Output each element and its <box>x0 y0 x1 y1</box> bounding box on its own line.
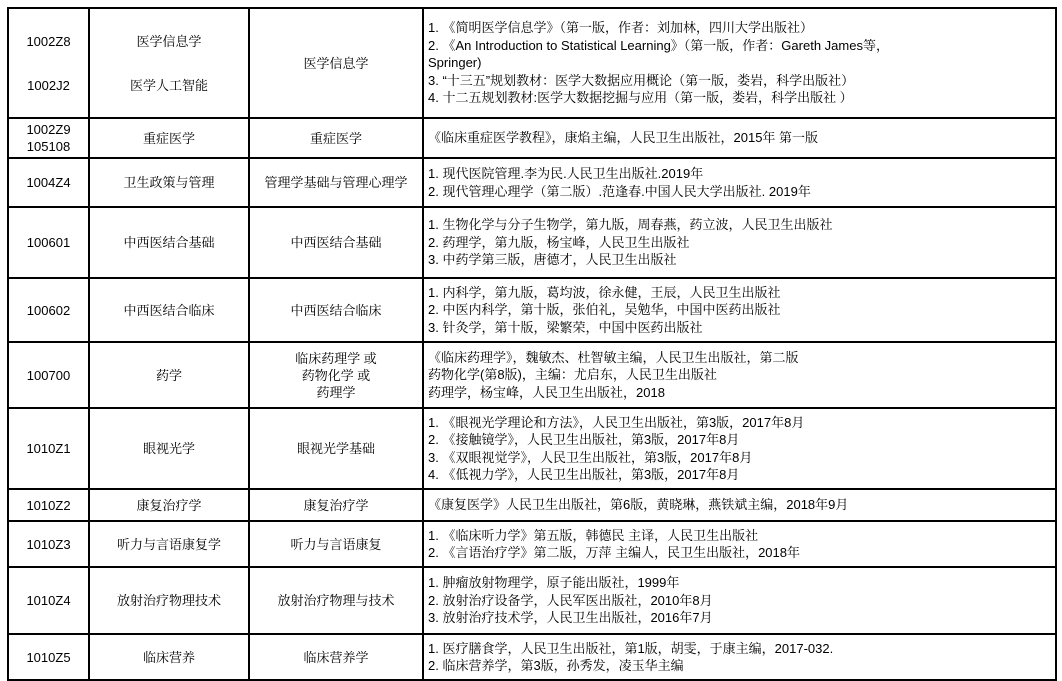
code-text: 1010Z2 <box>26 497 71 513</box>
table-row <box>8 634 1056 680</box>
code-cell <box>8 118 89 158</box>
book-line-stack <box>428 284 1051 337</box>
books-cell <box>423 158 1056 207</box>
code-text-stack <box>13 440 84 457</box>
book-line: 3. 《双眼视觉学》，人民卫生出版社，第3版，2017年8月 <box>428 449 753 465</box>
book-line: 《临床重症医学教程》，康焰主编，人民卫生出版社，2015年 第一版 <box>428 130 819 146</box>
book-line: 3. 中药学第三版，唐德才，人民卫生出版社 <box>428 252 677 268</box>
code-cell <box>8 342 89 408</box>
exam-subject-text-stack <box>254 649 418 666</box>
exam-subject-cell <box>249 8 423 118</box>
books-cell <box>423 408 1056 489</box>
subject-text-stack <box>94 592 244 609</box>
subject-text: 中西医结合基础 <box>123 235 215 250</box>
subject-cell <box>89 158 249 207</box>
exam-subject-text-stack <box>254 536 418 553</box>
table-body <box>8 8 1056 680</box>
books-cell <box>423 489 1056 521</box>
exam-subject-cell <box>249 408 423 489</box>
code-text: 1010Z5 <box>26 649 71 665</box>
subject-text: 医学信息学 <box>136 33 202 49</box>
subject-text-stack <box>94 367 244 384</box>
table-row <box>8 567 1056 634</box>
book-line: 2. 《言语治疗学》第二版，万萍 主编人，民卫生出版社，2018年 <box>428 545 800 560</box>
code-text-stack <box>13 367 84 384</box>
book-line: 药物化学(第8版)，主编：尤启东，人民卫生出版社 <box>428 367 717 383</box>
table-row <box>8 118 1056 158</box>
subject-text: 卫生政策与管理 <box>123 175 215 190</box>
code-text: 100700 <box>26 367 71 383</box>
subject-text-stack <box>94 33 244 94</box>
book-line: 3. 放射治疗技术学，人民卫生出版社，2016年7月 <box>428 610 713 626</box>
subject-cell <box>89 408 249 489</box>
code-text: 1004Z4 <box>26 175 71 190</box>
exam-subject-text-stack <box>254 302 418 319</box>
subject-cell <box>89 521 249 567</box>
subject-text: 放射治疗物理技术 <box>116 593 221 608</box>
subject-text-stack <box>94 440 244 457</box>
subject-cell <box>89 489 249 521</box>
subject-text: 康复治疗学 <box>136 497 202 513</box>
book-line: 2. 《接触镜学》，人民卫生出版社，第3版，2017年8月 <box>428 432 740 447</box>
exam-subject-text: 临床药理学 或 <box>295 350 377 366</box>
book-line: 1. 内科学，第九版，葛均波，徐永健，王辰，人民卫生出版社 <box>428 284 781 300</box>
subject-text-stack <box>94 302 244 319</box>
subject-cell <box>89 118 249 158</box>
books-cell <box>423 521 1056 567</box>
book-line: 1. 《眼视光学理论和方法》，人民卫生出版社，第3版，2017年8月 <box>428 414 805 430</box>
exam-subject-cell <box>249 118 423 158</box>
exam-subject-text: 管理学基础与管理心理学 <box>264 175 408 190</box>
books-cell <box>423 8 1056 118</box>
subject-cell <box>89 634 249 680</box>
code-text-stack <box>13 536 84 553</box>
subject-text: 中西医结合临床 <box>123 302 215 318</box>
code-text: 100601 <box>26 235 71 250</box>
exam-subject-text: 中西医结合临床 <box>290 302 382 318</box>
table-row <box>8 207 1056 278</box>
subject-text-stack <box>94 536 244 553</box>
exam-subject-cell <box>249 634 423 680</box>
code-text-stack <box>13 174 84 191</box>
book-line: 1. 《临床听力学》第五版，韩德民 主译，人民卫生出版社 <box>428 527 759 543</box>
book-line: 1. 现代医院管理.李为民.人民卫生出版社.2019年 <box>428 166 704 181</box>
table-row <box>8 342 1056 408</box>
book-line: 4. 十二五规划教材:医学大数据挖掘与应用（第一版，娄岩，科学出版社 ） <box>428 90 853 106</box>
exam-subject-text-stack <box>254 497 418 514</box>
exam-subject-text-stack <box>254 350 418 401</box>
book-line-stack <box>428 216 1051 269</box>
book-line: 4. 《低视力学》，人民卫生出版社，第3版，2017年8月 <box>428 467 740 482</box>
code-text: 1010Z4 <box>26 593 71 608</box>
exam-subject-text-stack <box>254 174 418 191</box>
subject-text: 临床营养 <box>142 649 195 665</box>
exam-subject-text: 放射治疗物理与技术 <box>277 593 395 608</box>
table-row <box>8 278 1056 342</box>
book-line: 2. 药理学，第九版，杨宝峰，人民卫生出版社 <box>428 234 690 250</box>
table-row <box>8 489 1056 521</box>
exam-subject-text-stack <box>254 130 418 147</box>
subject-text: 听力与言语康复学 <box>116 536 221 552</box>
table-row <box>8 408 1056 489</box>
code-text-stack <box>13 33 84 94</box>
code-text-stack <box>13 497 84 514</box>
books-cell <box>423 207 1056 278</box>
code-cell <box>8 489 89 521</box>
exam-subject-text-stack <box>254 592 418 609</box>
code-cell <box>8 521 89 567</box>
exam-subject-text: 临床营养学 <box>303 649 369 665</box>
subject-text-stack <box>94 174 244 191</box>
table-row <box>8 158 1056 207</box>
book-line-stack <box>428 527 1051 562</box>
subject-cell <box>89 567 249 634</box>
reference-books-table <box>7 7 1057 681</box>
book-line-stack <box>428 496 1051 514</box>
books-cell <box>423 278 1056 342</box>
book-line: 2. 《An Introduction to Statistical Learning》（第一版，作者：Gareth James等， <box>428 37 889 53</box>
books-cell <box>423 118 1056 158</box>
subject-cell <box>89 207 249 278</box>
book-line: 《康复医学》人民卫生出版社，第6版，黄晓琳，燕铁斌主编，2018年9月 <box>428 497 849 513</box>
exam-subject-cell <box>249 489 423 521</box>
exam-subject-text: 医学信息学 <box>303 55 369 71</box>
book-line: 1. 生物化学与分子生物学，第九版，周春燕，药立波，人民卫生出版社 <box>428 217 833 233</box>
code-cell <box>8 207 89 278</box>
subject-text-stack <box>94 497 244 514</box>
exam-subject-cell <box>249 207 423 278</box>
book-line-stack <box>428 19 1051 107</box>
code-text-stack <box>13 649 84 666</box>
subject-text: 医学人工智能 <box>129 77 208 93</box>
code-text-stack <box>13 234 84 251</box>
exam-subject-text-stack <box>254 440 418 457</box>
book-line: 2. 临床营养学，第3版，孙秀发，凌玉华主编 <box>428 658 684 673</box>
book-line-stack <box>428 414 1051 484</box>
exam-subject-text: 药物化学 或 <box>301 367 371 383</box>
subject-text: 药学 <box>155 367 182 383</box>
exam-subject-text: 重症医学 <box>309 130 362 146</box>
book-line: 2. 现代管理心理学（第二版）.范逢春.中国人民大学出版社. 2019年 <box>428 183 811 199</box>
exam-subject-text: 听力与言语康复 <box>290 536 382 552</box>
book-line: 1. 《简明医学信息学》（第一版，作者：刘加林，四川大学出版社） <box>428 20 813 36</box>
book-line: 《临床药理学》，魏敏杰、杜智敏主编，人民卫生出版社，第二版 <box>428 349 799 365</box>
table-row <box>8 521 1056 567</box>
document-page <box>7 7 1057 681</box>
book-line: 3. “十三五”规划教材：医学大数据应用概论（第一版，娄岩，科学出版社） <box>428 72 855 88</box>
exam-subject-text: 药理学 <box>316 384 356 400</box>
code-text-stack <box>13 121 84 155</box>
books-cell <box>423 634 1056 680</box>
book-line: 1. 肿瘤放射物理学，原子能出版社，1999年 <box>428 575 680 591</box>
book-line-stack <box>428 574 1051 627</box>
subject-cell <box>89 8 249 118</box>
subject-text-stack <box>94 649 244 666</box>
book-line: 药理学，杨宝峰，人民卫生出版社，2018 <box>428 384 665 400</box>
code-cell <box>8 634 89 680</box>
subject-text-stack <box>94 234 244 251</box>
table-row <box>8 8 1056 118</box>
subject-text: 重症医学 <box>142 130 195 146</box>
exam-subject-text: 眼视光学基础 <box>296 441 375 456</box>
book-line: 3. 针灸学，第十版，梁繁荣，中国中医药出版社 <box>428 319 703 335</box>
code-cell <box>8 408 89 489</box>
code-cell <box>8 278 89 342</box>
code-text-stack <box>13 302 84 319</box>
book-line: 2. 放射治疗设备学，人民军医出版社，2010年8月 <box>428 592 713 608</box>
exam-subject-text-stack <box>254 234 418 251</box>
code-text: 105108 <box>26 139 71 154</box>
book-line-stack <box>428 165 1051 200</box>
code-text: 100602 <box>26 302 71 318</box>
subject-text: 眼视光学 <box>142 441 195 456</box>
code-cell <box>8 158 89 207</box>
exam-subject-cell <box>249 342 423 408</box>
code-text-stack <box>13 592 84 609</box>
book-line-stack <box>428 129 1051 147</box>
book-line: Springer) <box>428 55 482 71</box>
exam-subject-cell <box>249 278 423 342</box>
code-cell <box>8 567 89 634</box>
subject-cell <box>89 278 249 342</box>
book-line-stack <box>428 640 1051 675</box>
code-text: 1010Z1 <box>26 441 71 456</box>
book-line-stack <box>428 349 1051 402</box>
books-cell <box>423 567 1056 634</box>
books-cell <box>423 342 1056 408</box>
subject-cell <box>89 342 249 408</box>
code-text: 1010Z3 <box>26 536 71 552</box>
exam-subject-cell <box>249 158 423 207</box>
exam-subject-cell <box>249 567 423 634</box>
code-text: 1002Z9 <box>26 122 71 137</box>
book-line: 2. 中医内科学，第十版，张伯礼，吴勉华，中国中医药出版社 <box>428 302 781 318</box>
code-text: 1002J2 <box>27 77 70 93</box>
subject-text-stack <box>94 130 244 147</box>
code-text: 1002Z8 <box>26 33 71 49</box>
code-cell <box>8 8 89 118</box>
exam-subject-text: 康复治疗学 <box>303 497 369 513</box>
exam-subject-text-stack <box>254 55 418 72</box>
book-line: 1. 医疗膳食学，人民卫生出版社，第1版，胡雯，于康主编，2017-032. <box>428 640 834 656</box>
exam-subject-cell <box>249 521 423 567</box>
exam-subject-text: 中西医结合基础 <box>290 235 382 250</box>
